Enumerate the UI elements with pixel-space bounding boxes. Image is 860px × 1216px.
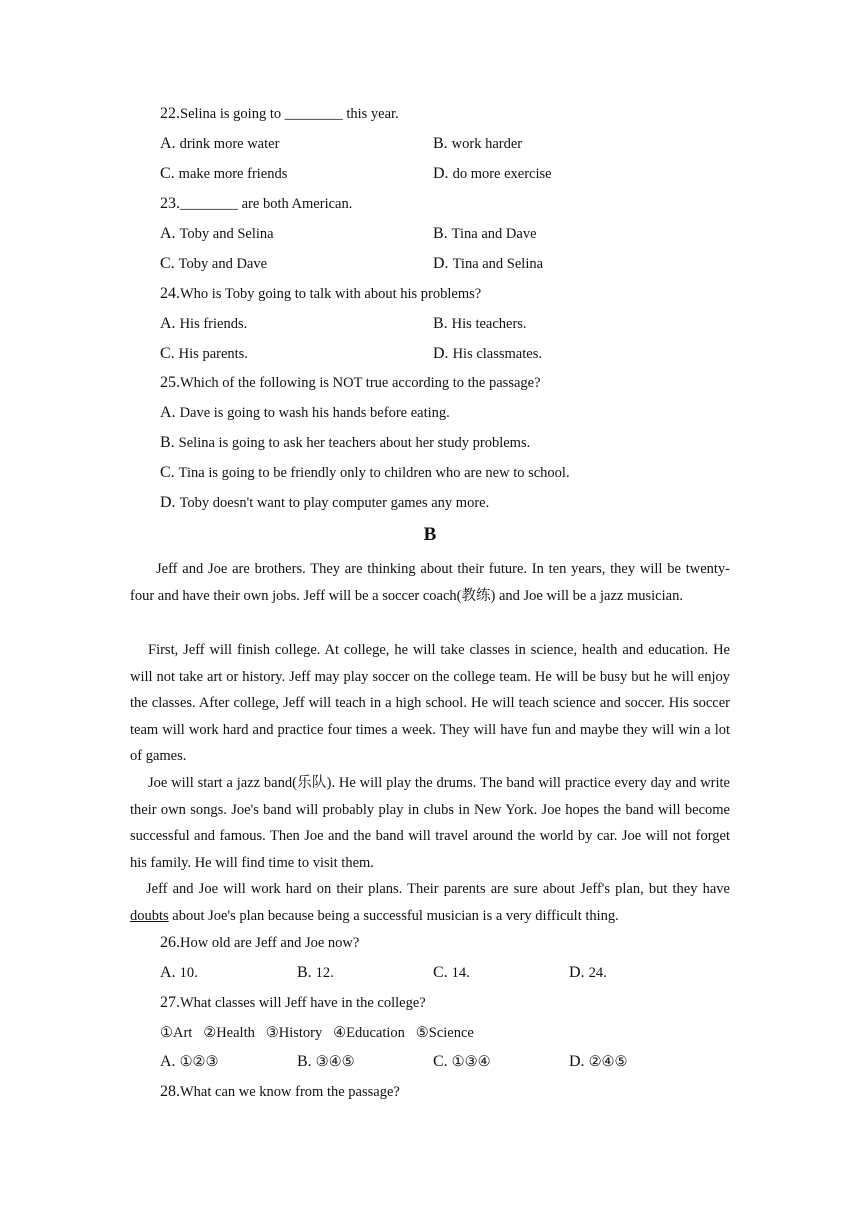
option-27-a: A. ①②③ (160, 1053, 219, 1070)
question-number: 26. (160, 934, 180, 951)
option-27-d: D. ②④⑤ (569, 1053, 628, 1070)
paragraph-2: First, Jeff will finish college. At college, he will take classes in science, health and education. He will not take art or history. Jeff may play soccer on the college team. He will be busy but he will enjoy the classes. After college, Jeff will teach in a high school. He will teach science and soccer. His soccer team will work hard and practice four times a week. They will have fun and maybe they will win a lot of games. (130, 642, 730, 764)
option-24-d: D. His classmates. (433, 345, 542, 362)
option-25-d: D. Toby doesn't want to play computer games any more. (160, 494, 490, 511)
question-text: What classes will Jeff have in the college? (180, 995, 426, 1011)
option-27-c: C. ①③④ (433, 1053, 491, 1070)
question-number: 24. (160, 285, 180, 302)
option-25-c: C. Tina is going to be friendly only to children who are new to school. (160, 464, 570, 481)
option-22-d: D. do more exercise (433, 165, 552, 182)
question-26 (160, 934, 359, 952)
option-26-a: A. 10. (160, 964, 198, 981)
option-23-c: C. Toby and Dave (160, 255, 268, 272)
option-23-d: D. Tina and Selina (433, 255, 544, 272)
question-text: Who is Toby going to talk with about his problems? (180, 286, 482, 302)
option-22-b: B. work harder (433, 135, 523, 152)
question-22 (160, 105, 399, 123)
option-22-c: C. make more friends (160, 165, 288, 182)
question-number: 22. (160, 105, 180, 122)
option-26-b: B. 12. (297, 964, 334, 981)
option-27-b: B. ③④⑤ (297, 1053, 355, 1070)
option-26-d: D. 24. (569, 964, 607, 981)
question-28 (160, 1083, 400, 1101)
choice-list: ①Art ②Health ③History ④Education ⑤Science (160, 1025, 474, 1041)
question-24 (160, 285, 481, 303)
question-number: 28. (160, 1083, 180, 1100)
underlined-word: doubts (130, 907, 169, 924)
paragraph-4: Jeff and Joe will work hard on their plans. Their parents are sure about Jeff's plan, but they have doubts about Joe's plan because being a successful musician is a very difficult thing. (130, 881, 730, 924)
question-text: ________ are both American. (180, 196, 353, 212)
option-25-b: B. Selina is going to ask her teachers about her study problems. (160, 434, 531, 451)
option-26-c: C. 14. (433, 964, 470, 981)
paragraph-3: Joe will start a jazz band(乐队). He will play the drums. The band will practice every day and write their own songs. Joe's band will probably play in clubs in New York. Joe hopes the band will become successful and famous. Then Joe and the band will travel around the world by car. Joe will not forget his family. He will find time to visit them. (130, 775, 730, 871)
question-27 (160, 994, 426, 1012)
question-25 (160, 374, 541, 392)
question-23 (160, 195, 352, 213)
option-23-a: A. Toby and Selina (160, 225, 274, 242)
question-number: 25. (160, 374, 180, 391)
option-25-a: A. Dave is going to wash his hands before eating. (160, 404, 450, 421)
option-24-b: B. His teachers. (433, 315, 527, 332)
question-text: How old are Jeff and Joe now? (180, 935, 360, 951)
question-text: Which of the following is NOT true according to the passage? (180, 375, 541, 391)
question-text: What can we know from the passage? (180, 1084, 400, 1100)
option-24-a: A. His friends. (160, 315, 248, 332)
option-24-c: C. His parents. (160, 345, 248, 362)
question-number: 27. (160, 994, 180, 1011)
option-23-b: B. Tina and Dave (433, 225, 537, 242)
option-22-a: A. drink more water (160, 135, 280, 152)
section-title: B (423, 524, 437, 545)
question-text: Selina is going to ________ this year. (180, 106, 399, 122)
question-number: 23. (160, 195, 180, 212)
paragraph-1: Jeff and Joe are brothers. They are thinking about their future. In ten years, they will be twenty-four and have their own jobs. Jeff will be a soccer coach(教练) and Joe will be a jazz musician. (130, 561, 730, 604)
